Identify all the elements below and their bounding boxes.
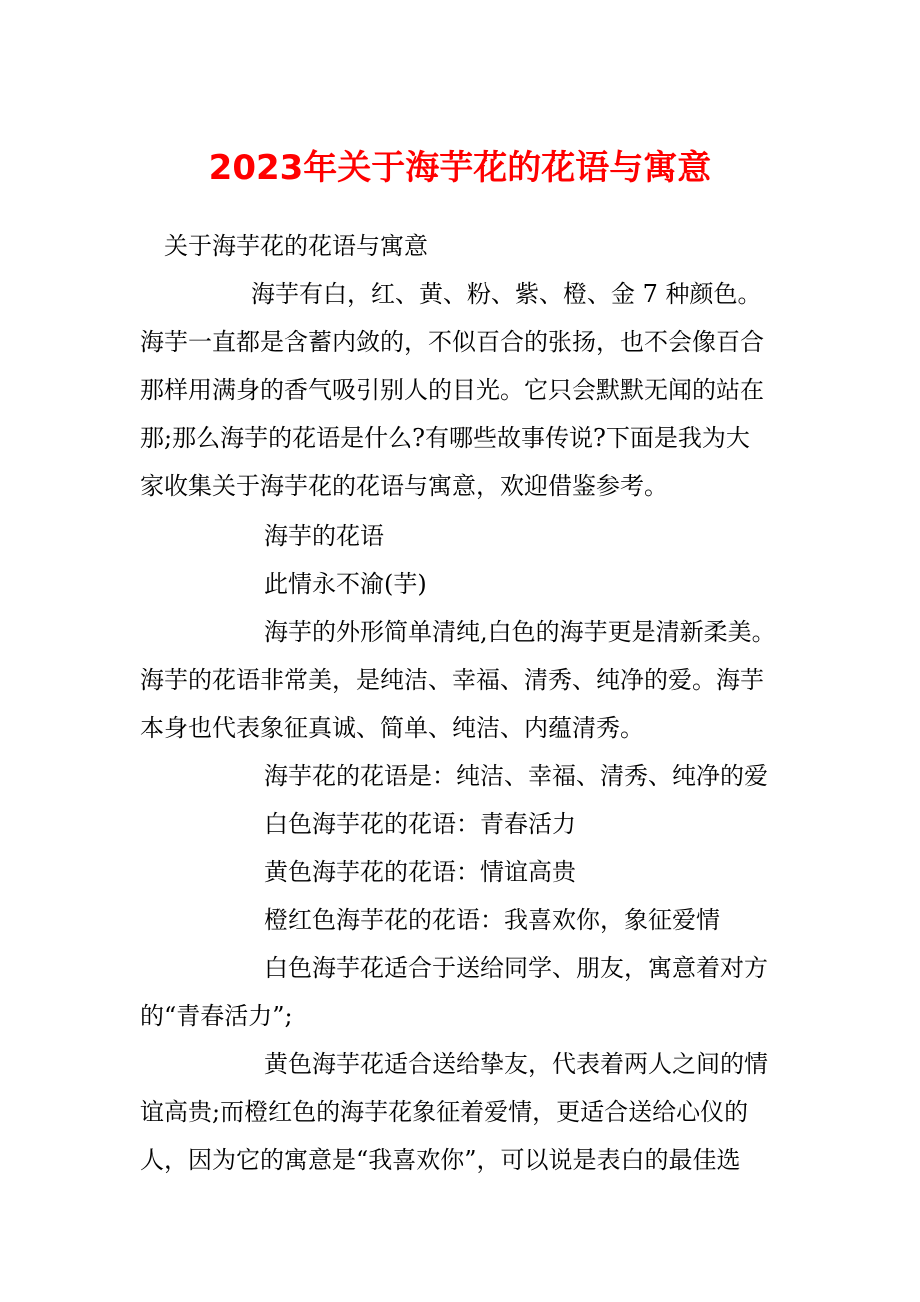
- text-line: 海芋有白，红、黄、粉、紫、橙、金 7 种颜色。: [251, 280, 762, 308]
- text-line: 此情永不渝(芋): [264, 570, 427, 598]
- text-line: 那样用满身的香气吸引别人的目光。它只会默默无闻的站在: [140, 376, 764, 404]
- text-line: 海芋的外形简单清纯,白色的海芋更是清新柔美。: [264, 618, 776, 646]
- text-line: 那;那么海芋的花语是什么?有哪些故事传说?下面是我为大: [140, 424, 750, 452]
- text-line: 人，因为它的寓意是“我喜欢你”，可以说是表白的最佳选: [140, 1146, 741, 1174]
- text-line: 白色海芋花适合于送给同学、朋友，寓意着对方: [264, 954, 768, 982]
- text-line: 橙红色海芋花的花语：我喜欢你，象征爱情: [264, 906, 720, 934]
- text-line: 家收集关于海芋花的花语与寓意，欢迎借鉴参考。: [140, 472, 668, 500]
- text-line: 本身也代表象征真诚、简单、纯洁、内蕴清秀。: [140, 714, 644, 742]
- text-line: 海芋花的花语是：纯洁、幸福、清秀、纯净的爱: [264, 762, 768, 790]
- text-line: 黄色海芋花适合送给挚友，代表着两人之间的情: [264, 1050, 768, 1078]
- document-title: 2023年关于海芋花的花语与寓意: [208, 148, 712, 188]
- text-line: 海芋一直都是含蓄内敛的，不似百合的张扬，也不会像百合: [140, 328, 764, 356]
- text-line: 黄色海芋花的花语：情谊高贵: [264, 858, 576, 886]
- text-line: 海芋的花语: [264, 522, 384, 550]
- text-line: 的“青春活力”;: [140, 1002, 293, 1030]
- text-line: 白色海芋花的花语：青春活力: [264, 810, 576, 838]
- text-line: 关于海芋花的花语与寓意: [164, 232, 428, 260]
- text-line: 海芋的花语非常美，是纯洁、幸福、清秀、纯净的爱。海芋: [140, 666, 764, 694]
- text-line: 谊高贵;而橙红色的海芋花象征着爱情，更适合送给心仪的: [140, 1098, 749, 1126]
